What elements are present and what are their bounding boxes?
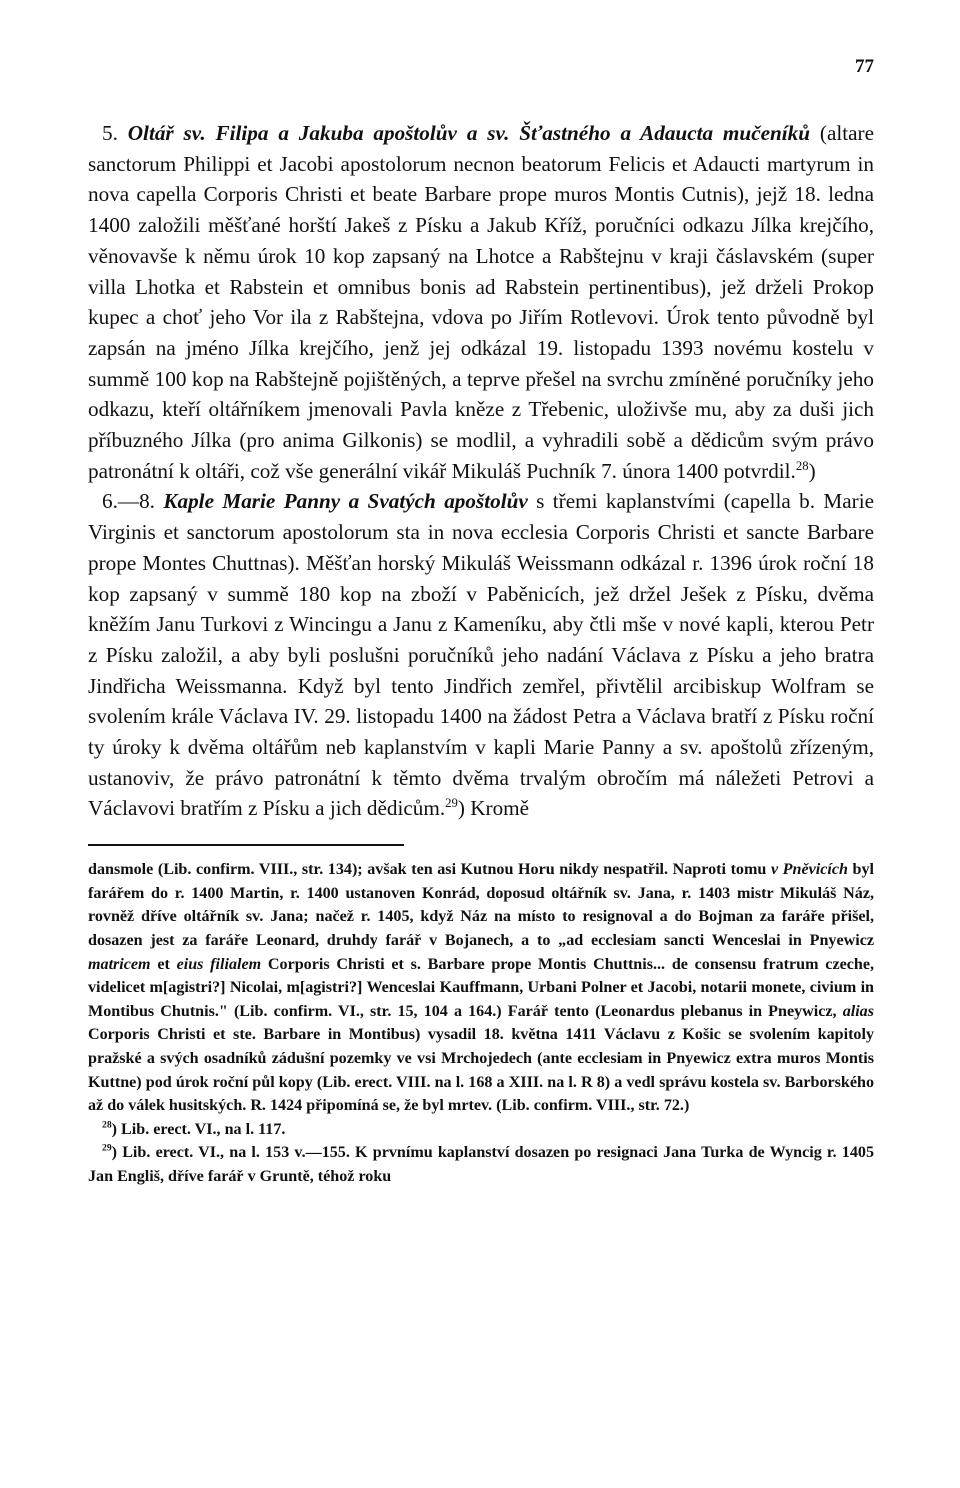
footnote-emphasis: matricem — [88, 955, 151, 973]
footnote-29-mark: 29 — [102, 1142, 112, 1154]
paragraph-section-6-8 — [88, 486, 874, 824]
footnote-emphasis: alias — [842, 1002, 874, 1020]
section-5-heading: Oltář sv. Filipa a Jakuba apoštolův a sv. Šťastného a Adaucta mučeníků — [127, 121, 811, 145]
section-6-8-tail: ) Kromě — [457, 796, 530, 821]
footnote-text: byl farářem do r. 1400 Martin, r. 1400 ustanoven Konrád, doposud oltářník sv. Jana, r. 1403 mistr Mikuláš Náz, rovněž dříve oltářník sv. Jana; načež r. 1405, když Náz na místo to resignoval a do Bojman za faráře přišel, dosazen jest za faráře Leonard, druhdy farář v Bojanech, a to „ad ecclesiam sancti Wenceslai in Pnyewicz — [88, 861, 874, 949]
footnote-29-text: ) Lib. erect. VI., na l. 153 v.—155. K prvnímu kaplanství dosazen po resignaci Jana Turka de Wyncig r. 1405 Jan Engliš, dříve farář v Gruntě, téhož roku — [88, 1144, 874, 1185]
paragraph-section-5 — [88, 118, 874, 486]
footnote-separator — [88, 844, 404, 846]
footnote-emphasis: eius filialem — [176, 955, 262, 973]
section-6-8-body: s třemi kaplanstvími (capella b. Marie Virginis et sanctorum apostolorum sta in nova ecclesia Corporis Christi et sancte Barbare prope Montes Chuttnas). Měšťan horský Mikuláš Weissmann odkázal r. 1396 úrok roční 18 kop zapsaný v summě 180 kop na zboží v Paběnicích, jež držel Ješek z Písku, dvěma kněžím Janu Turkovi z Wincingu a Janu z Kameníku, aby čtli mše v nové kapli, kterou Petr z Písku založil, a aby byli poslušni poručníků jeho nadání Václava z Písku a jeho bratra Jindřicha Weissmanna. Když byl tento Jindřich zemřel, přivtělil arcibiskup Wolfram se svolením krále Václava IV. 29. listopadu 1400 na žádost Petra a Václava bratří z Písku roční ty úroky k dvěma oltářům neb kaplanstvím v kapli Marie Panny a sv. apoštolů zřízeným, ustanoviv, že právo patronátní k těmto dvěma trvalým obročím má náležeti Petrovi a Václavovi bratřím z Písku a jich dědicům. — [88, 489, 874, 821]
footnote-emphasis: v Pněvicích — [770, 861, 848, 879]
section-5-body: (altare sanctorum Philippi et Jacobi apostolorum necnon beatorum Felicis et Adaucti martyrum in nova capella Corporis Christi et beate Barbare prope muros Montis Cutnis), jejž 18. ledna 1400 založili měšťané horští Jakeš z Písku a Jakub Kříž, poručníci odkazu Jílka krejčího, věnovavše k němu úrok 10 kop zapsaný na Lhotce a Rabštejnu v kraji čáslavském (super villa Lhotka et Rabstein et omnibus bonis ad Rabstein pertinentibus), jež drželi Prokop kupec a choť jeho Vor ila z Rabštejna, vdova po Jiřím Rotlevovi. Úrok tento původně byl zapsán na jméno Jílka krejčího, jenž jej odkázal 19. listopadu 1393 novému kostelu v summě 100 kop na Rabštejně pojištěných, a teprve přešel na svrchu zmíněné poručníky jeho odkazu, kteří oltářníkem jmenovali Pavla kněze z Třebenic, uloživše mu, aby za duši jich příbuzného Jílka (pro anima Gilkonis) se modlil, a vyhradili sobě a dědicům svým právo patronátní k oltáři, což vše generální vikář Mikuláš Puchník 7. února 1400 potvrdil. — [88, 121, 874, 483]
main-text — [88, 118, 874, 824]
footnote-text: Corporis Christi et ste. Barbare in Montibus) vysadil 18. května 1411 Václavu z Košic se svolením kapitoly pražské a svých osadníků zádušní pozemky ve vsi Mrchojedech (ante ecclesiam in Pnyewicz extra muros Montis Kuttne) pod úrok roční půl kopy (Lib. erect. VIII. na l. 168 a XIII. na l. R 8) a vedl správu kostela sv. Barborského až do válek husitských. R. 1424 připomíná se, že byl mrtev. (Lib. confirm. VIII., str. 72.) — [88, 1026, 874, 1115]
footnotes — [88, 858, 874, 1188]
footnote-ref-29: 29 — [445, 796, 458, 811]
footnote-28-mark: 28 — [102, 1119, 112, 1131]
page-number: 77 — [855, 56, 874, 77]
footnote-28-text: ) Lib. erect. VI., na l. 117. — [111, 1120, 286, 1138]
footnote-29 — [88, 1141, 874, 1188]
footnote-text: Corporis Christi et s. Barbare prope Montis Chuttnis... de consensu fratrum czeche, videlicet m[agistri?] Nicolai, m[agistri?] Wenceslai Kauffmann, Urbani Polner et Jacobi, notarii monete, civium in Montibus Chutnis." (Lib. confirm. VI., str. 15, 104 a 164.) Farář tento (Leonardus plebanus in Pneywicz, — [88, 955, 874, 1020]
footnote-text: dansmole (Lib. confirm. VIII., str. 134); avšak ten asi Kutnou Horu nikdy nespatřil. Naproti tomu — [88, 861, 771, 879]
section-5-number: 5. — [102, 121, 128, 145]
footnote-text: et — [150, 955, 177, 973]
footnote-28 — [88, 1118, 874, 1142]
footnote-ref-28: 28 — [795, 458, 809, 473]
section-6-8-heading: Kaple Marie Panny a Svatých apoštolův — [163, 489, 528, 514]
section-6-8-number: 6.—8. — [102, 489, 164, 514]
book-page — [88, 56, 874, 1188]
footnote-continuation — [88, 858, 874, 1118]
section-5-tail: ) — [808, 458, 816, 483]
